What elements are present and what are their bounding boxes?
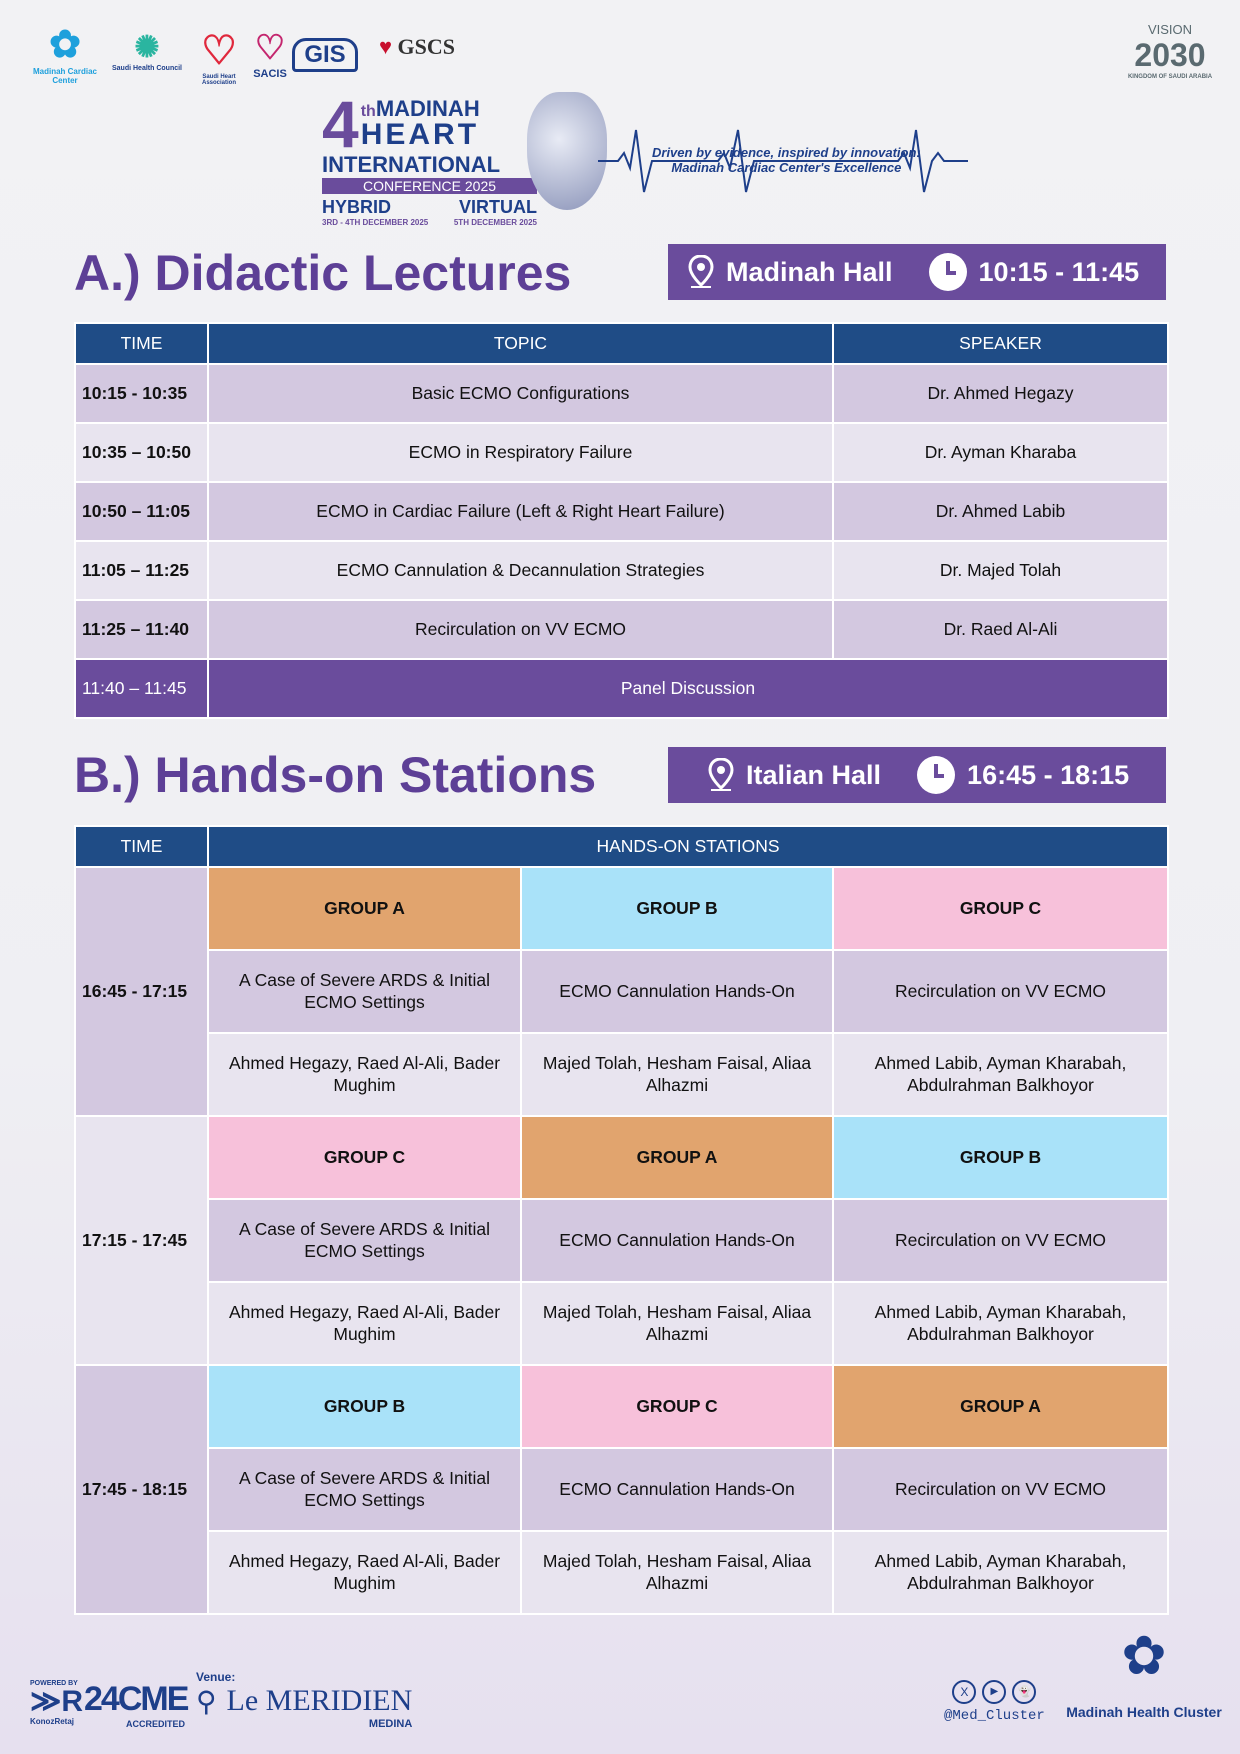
- speaker-cell: Dr. Ahmed Hegazy: [833, 364, 1168, 423]
- section-a-venue-box: Madinah Hall 10:15 - 11:45: [668, 244, 1166, 300]
- group-cell: GROUP C: [521, 1365, 833, 1448]
- topic-cell: Recirculation on VV ECMO: [208, 600, 833, 659]
- group-cell: GROUP A: [208, 867, 521, 950]
- topic-cell: ECMO in Respiratory Failure: [208, 423, 833, 482]
- station-cell: A Case of Severe ARDS & Initial ECMO Settings: [208, 1199, 521, 1282]
- group-row: [75, 1365, 1168, 1448]
- location-pin-icon: ⚲: [196, 1685, 217, 1717]
- time-cell: 11:05 – 11:25: [75, 541, 208, 600]
- faculty-row: [75, 1531, 1168, 1614]
- heart-illustration: [527, 92, 607, 210]
- time-cell: 17:45 - 18:15: [75, 1365, 208, 1614]
- section-a-title: A.) Didactic Lectures: [74, 245, 572, 301]
- time-cell: 10:15 - 10:35: [75, 364, 208, 423]
- topic-cell: ECMO in Cardiac Failure (Left & Right Heart Failure): [208, 482, 833, 541]
- hands-on-stations-table: [74, 825, 1169, 1615]
- group-cell: GROUP B: [833, 1116, 1168, 1199]
- cme-accredited-logo: 24CME ACCREDITED: [84, 1680, 188, 1729]
- table-row: [75, 600, 1168, 659]
- faculty-cell: Ahmed Hegazy, Raed Al-Ali, Bader Mughim: [208, 1282, 521, 1365]
- saudi-heart-association-logo: ♡ Saudi Heart Association: [201, 29, 237, 86]
- clock-icon: [917, 756, 955, 794]
- station-cell: ECMO Cannulation Hands-On: [521, 1448, 833, 1531]
- faculty-cell: Ahmed Labib, Ayman Kharabah, Abdulrahman Balkhoyor: [833, 1531, 1168, 1614]
- table-header: TIME HANDS-ON STATIONS: [75, 826, 1168, 867]
- speaker-cell: Dr. Majed Tolah: [833, 541, 1168, 600]
- group-cell: GROUP A: [521, 1116, 833, 1199]
- snapchat-icon[interactable]: 👻: [1012, 1680, 1036, 1704]
- time-cell: 10:50 – 11:05: [75, 482, 208, 541]
- star-icon: ✿: [1121, 1626, 1167, 1686]
- powered-by-logo: POWERED BY ≫R KonozRetaj: [30, 1680, 84, 1726]
- station-row: [75, 1199, 1168, 1282]
- station-cell: A Case of Severe ARDS & Initial ECMO Settings: [208, 950, 521, 1033]
- faculty-row: [75, 1033, 1168, 1116]
- table-row: [75, 482, 1168, 541]
- station-cell: Recirculation on VV ECMO: [833, 1199, 1168, 1282]
- faculty-cell: Majed Tolah, Hesham Faisal, Aliaa Alhazmi: [521, 1033, 833, 1116]
- tagline: Driven by evidence, inspired by innovation: Madinah Cardiac Center's Excellence: [652, 145, 921, 175]
- time-cell: 10:35 – 10:50: [75, 423, 208, 482]
- topic-cell: ECMO Cannulation & Decannulation Strategies: [208, 541, 833, 600]
- sacis-logo: ♡ SACIS: [253, 29, 287, 80]
- faculty-cell: Majed Tolah, Hesham Faisal, Aliaa Alhazmi: [521, 1282, 833, 1365]
- gscs-logo: ♥ GSCS: [378, 34, 456, 59]
- table-row: [75, 364, 1168, 423]
- topic-cell: Basic ECMO Configurations: [208, 364, 833, 423]
- table-header: TIME TOPIC SPEAKER: [75, 323, 1168, 364]
- time-cell: 11:25 – 11:40: [75, 600, 208, 659]
- time-cell: 17:15 - 17:45: [75, 1116, 208, 1365]
- faculty-cell: Ahmed Labib, Ayman Kharabah, Abdulrahman Balkhoyor: [833, 1282, 1168, 1365]
- x-twitter-icon[interactable]: X: [952, 1680, 976, 1704]
- star-icon: ✿: [49, 24, 81, 66]
- faculty-cell: Ahmed Labib, Ayman Kharabah, Abdulrahman Balkhoyor: [833, 1033, 1168, 1116]
- station-cell: Recirculation on VV ECMO: [833, 950, 1168, 1033]
- faculty-cell: Ahmed Hegazy, Raed Al-Ali, Bader Mughim: [208, 1033, 521, 1116]
- faculty-row: [75, 1282, 1168, 1365]
- section-b-title: B.) Hands-on Stations: [74, 747, 597, 803]
- group-cell: GROUP C: [833, 867, 1168, 950]
- group-cell: GROUP C: [208, 1116, 521, 1199]
- location-pin-icon: [688, 255, 714, 289]
- group-cell: GROUP A: [833, 1365, 1168, 1448]
- station-row: [75, 1448, 1168, 1531]
- madinah-health-cluster-logo: ✿ Madinah Health Cluster: [1064, 1626, 1224, 1720]
- table-row: [75, 541, 1168, 600]
- location-pin-icon: [708, 758, 734, 792]
- station-cell: ECMO Cannulation Hands-On: [521, 950, 833, 1033]
- station-cell: Recirculation on VV ECMO: [833, 1448, 1168, 1531]
- speaker-cell: Dr. Ayman Kharaba: [833, 423, 1168, 482]
- group-cell: GROUP B: [208, 1365, 521, 1448]
- madinah-cardiac-center-logo: ✿ Madinah Cardiac Center: [20, 22, 110, 85]
- table-row: [75, 423, 1168, 482]
- venue-block: Venue: ⚲ Le MERIDIEN MEDINA: [196, 1670, 413, 1730]
- vision-2030-logo: VISION 2030 KINGDOM OF SAUDI ARABIA: [1127, 22, 1213, 80]
- time-cell: 16:45 - 17:15: [75, 867, 208, 1116]
- social-links: X ▶ 👻 @Med_Cluster: [944, 1680, 1045, 1724]
- saudi-health-council-logo: ✺ Saudi Health Council: [112, 31, 183, 72]
- faculty-cell: Ahmed Hegazy, Raed Al-Ali, Bader Mughim: [208, 1531, 521, 1614]
- didactic-lectures-table: [74, 322, 1169, 719]
- station-row: [75, 950, 1168, 1033]
- faculty-cell: Majed Tolah, Hesham Faisal, Aliaa Alhazmi: [521, 1531, 833, 1614]
- youtube-icon[interactable]: ▶: [982, 1680, 1006, 1704]
- group-cell: GROUP B: [521, 867, 833, 950]
- group-row: [75, 1116, 1168, 1199]
- clock-icon: [929, 253, 967, 291]
- panel-row: 11:40 – 11:45 Panel Discussion: [75, 659, 1168, 718]
- speaker-cell: Dr. Ahmed Labib: [833, 482, 1168, 541]
- speaker-cell: Dr. Raed Al-Ali: [833, 600, 1168, 659]
- conference-logo: 4 thMADINAH HEART INTERNATIONAL CONFERENCE 2025 HYBRID VIRTUAL 3RD - 4TH DECEMBER 2025 5TH DECEMBER 2025: [322, 87, 537, 227]
- section-b-venue-box: Italian Hall 16:45 - 18:15: [668, 747, 1166, 803]
- station-cell: ECMO Cannulation Hands-On: [521, 1199, 833, 1282]
- gis-logo: GIS: [292, 38, 358, 72]
- group-row: [75, 867, 1168, 950]
- station-cell: A Case of Severe ARDS & Initial ECMO Settings: [208, 1448, 521, 1531]
